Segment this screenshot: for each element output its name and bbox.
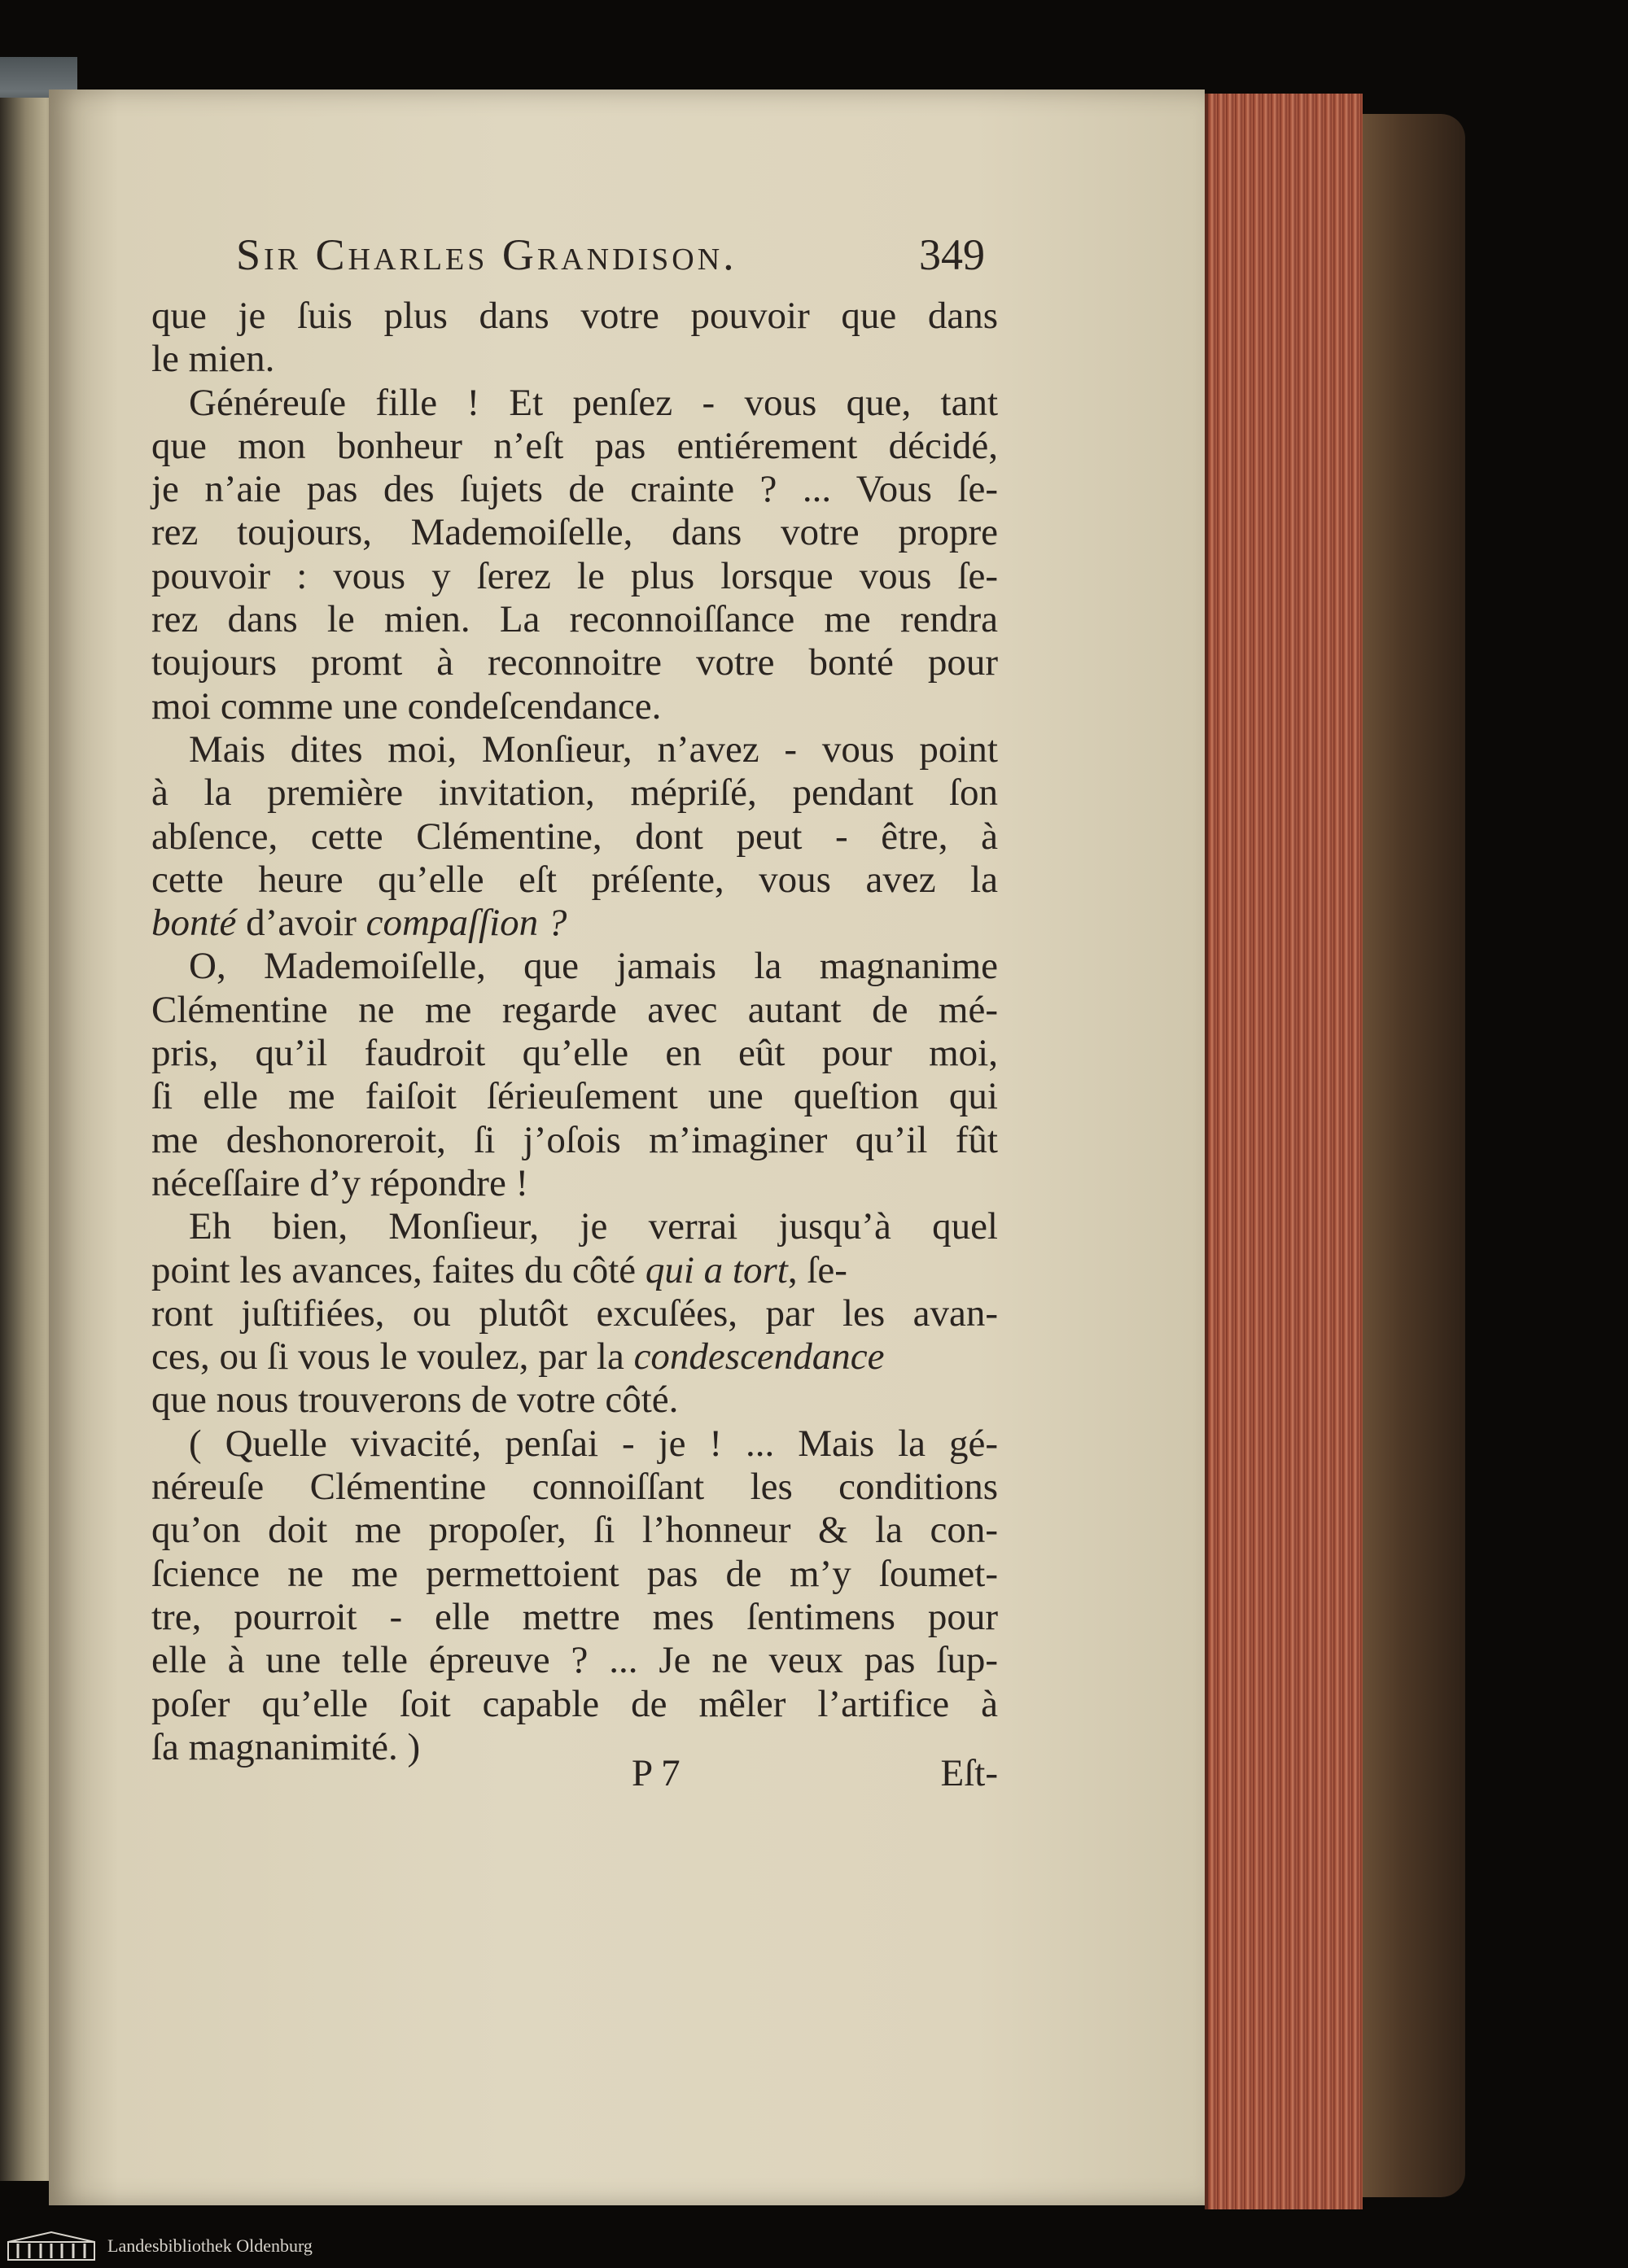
text-line: rez toujours, Mademoiſelle, dans votre propre [151, 511, 998, 554]
italic-word: condescendance [633, 1335, 885, 1379]
text-line: ( Quelle vivacité, penſai - je ! ... Mais la gé- [189, 1422, 998, 1465]
text-line: moi comme une condeſcendance. [151, 684, 662, 728]
text-line: néreuſe Clémentine connoiſſant les conditions [151, 1466, 998, 1509]
text-line: néceſſaire d’y répondre ! [151, 1161, 529, 1204]
text-line: le mien. [151, 338, 275, 381]
italic-word: qui a tort [645, 1248, 788, 1291]
text-line [151, 1249, 998, 1292]
text-line: O, Mademoiſelle, que jamais la magnanime [189, 945, 998, 988]
text-line: ſa magnanimité. ) [151, 1725, 421, 1768]
italic-word: compaſſion ? [365, 902, 567, 945]
library-building-icon [7, 2231, 96, 2261]
text-line: que mon bonheur n’eſt pas entiérement décidé, [151, 424, 998, 467]
text-fragment: point les avances, faites du côté [151, 1248, 646, 1291]
page-number: 349 [919, 230, 985, 279]
signature-mark: P 7 [632, 1752, 681, 1794]
text-line: ſcience ne me permettoient pas de m’y ſoumet- [151, 1552, 998, 1595]
text-line [151, 902, 998, 945]
page-edges [1205, 94, 1363, 2209]
text-line: Mais dites moi, Monſieur, n’avez - vous point [189, 728, 998, 771]
text-line: ront juſtifiées, ou plutôt excuſées, par les avan- [151, 1291, 998, 1335]
text-line: ſi elle me faiſoit ſérieuſement une queſtion qui [151, 1075, 998, 1118]
text-line: rez dans le mien. La reconnoiſſance me rendra [151, 598, 998, 641]
text-line [151, 1335, 998, 1379]
body-text [151, 295, 998, 1769]
text-line: que je ſuis plus dans votre pouvoir que dans [151, 295, 998, 337]
catchword: Eſt- [940, 1752, 998, 1794]
text-line: toujours promt à reconnoitre votre bonté pour [151, 641, 998, 684]
text-line: qu’on doit me propoſer, ſi l’honneur & la con- [151, 1509, 998, 1552]
text-line: je n’aie pas des ſujets de crainte ? ... Vous ſe- [151, 468, 998, 511]
text-line: cette heure qu’elle eſt préſente, vous avez la [151, 858, 998, 901]
running-head: Sir Charles Grandison. [236, 230, 737, 279]
text-line: pouvoir : vous y ſerez le plus lorsque vous ſe- [151, 554, 998, 597]
text-line: Eh bien, Monſieur, je verrai jusqu’à quel [189, 1205, 998, 1248]
page-header [236, 229, 985, 286]
text-line: poſer qu’elle ſoit capable de mêler l’artifice à [151, 1682, 998, 1725]
text-fragment: , ſe- [787, 1248, 847, 1291]
book-cover [1359, 114, 1465, 2197]
text-line: pris, qu’il faudroit qu’elle en eût pour moi, [151, 1032, 998, 1075]
library-credit-bar [0, 2226, 1628, 2268]
text-line: que nous trouverons de votre côté. [151, 1379, 679, 1422]
text-line: me deshonoreroit, ſi j’oſois m’imaginer qu’il fût [151, 1118, 998, 1161]
text-line: elle à une telle épreuve ? ... Je ne veux pas ſup- [151, 1639, 998, 1682]
text-line: abſence, cette Clémentine, dont peut - être, à [151, 815, 998, 858]
text-fragment: ces, ou ſi vous le voulez, par la [151, 1335, 634, 1379]
page-footer [151, 1751, 998, 1800]
text-line: tre, pourroit - elle mettre mes ſentimens pour [151, 1595, 998, 1638]
text-line: à la première invitation, mépriſé, pendant ſon [151, 771, 998, 815]
italic-word: bonté [151, 902, 237, 945]
text-fragment: d’avoir [236, 902, 366, 945]
text-line: Clémentine ne me regarde avec autant de mé- [151, 988, 998, 1031]
text-line: Généreuſe fille ! Et penſez - vous que, tant [189, 381, 998, 424]
library-name: Landesbibliothek Oldenburg [107, 2235, 313, 2256]
